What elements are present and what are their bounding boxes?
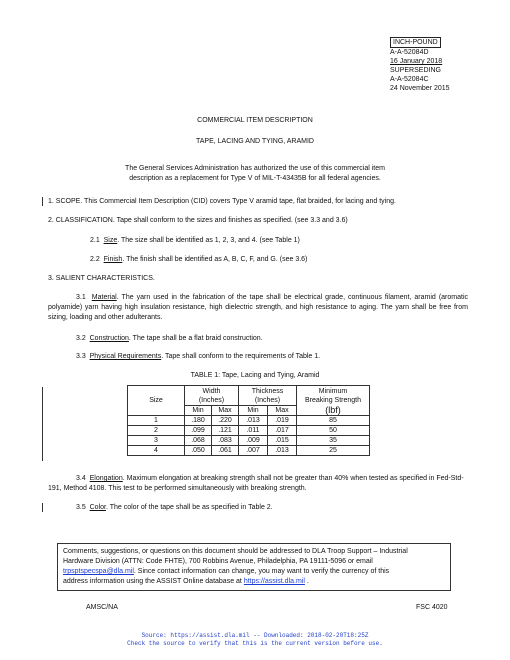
document-type-title: COMMERCIAL ITEM DESCRIPTION xyxy=(197,117,313,124)
section-3-2-construction: 3.2 Construction. The tape shall be a flat braid construction. xyxy=(76,335,263,342)
cell-thickness-max: .015 xyxy=(268,436,297,446)
cell-width-max: .220 xyxy=(212,416,239,426)
cell-size: 4 xyxy=(128,446,185,456)
email-link[interactable]: trpsptspecspa@dla.mil xyxy=(63,568,134,575)
cell-thickness-min: .011 xyxy=(239,426,268,436)
cell-size: 1 xyxy=(128,416,185,426)
document-title: TAPE, LACING AND TYING, ARAMID xyxy=(196,138,314,145)
section-3-1-material: 3.1 Material. The yarn used in the fabrication of the tape shall be electrical grade, continuous filament, aramid (aromatic polyamide) yarn having high insulation resistance, high dielectric strength, and high resistance to aging. The yarn shall be free from sizing, loading and other adulterants. xyxy=(48,294,469,321)
cell-width-min: .099 xyxy=(185,426,212,436)
cell-thickness-max: .019 xyxy=(268,416,297,426)
authorization-statement xyxy=(0,164,510,184)
cell-thickness-min: .013 xyxy=(239,416,268,426)
notice-line-3: trpsptspecspa@dla.mil. Since contact information can change, you may want to verify the currency of this xyxy=(63,568,390,575)
section-3-5-color: 3.5 Color. The color of the tape shall be as specified in Table 2. xyxy=(76,504,273,511)
width-min-label: Min xyxy=(185,406,212,416)
previous-document-date: 24 November 2015 xyxy=(390,85,450,92)
table-1-caption: TABLE 1: Tape, Lacing and Tying, Aramid xyxy=(190,372,320,379)
cell-size: 2 xyxy=(128,426,185,436)
change-bar xyxy=(42,197,43,206)
cell-thickness-min: .009 xyxy=(239,436,268,446)
strength-unit: (lbf) xyxy=(297,406,370,416)
column-header-thickness: Thickness xyxy=(239,386,297,397)
section-2-2-finish: 2.2 Finish. The finish shall be identified as A, B, C, F, and G. (see 3.6) xyxy=(90,256,308,263)
comments-notice-box xyxy=(57,543,451,591)
cell-thickness-min: .007 xyxy=(239,446,268,456)
cell-width-min: .180 xyxy=(185,416,212,426)
notice-line-2: Hardware Division (ATTN: Code FHTE), 700 Robbins Avenue, Philadelphia, PA 19111-5096 or email xyxy=(63,558,373,565)
cell-strength: 35 xyxy=(297,436,370,446)
table-row xyxy=(128,426,370,436)
cell-thickness-max: .017 xyxy=(268,426,297,436)
thickness-min-label: Min xyxy=(239,406,268,416)
section-3-salient-characteristics: 3. SALIENT CHARACTERISTICS. xyxy=(48,275,155,282)
cell-width-max: .061 xyxy=(212,446,239,456)
section-3-4-elongation: 3.4 Elongation. Maximum elongation at breaking strength shall not be greater than 40% when tested as specified in Fed-Std-191, Method 4108. This test to be performed simultaneously with breaking strength. xyxy=(48,475,464,492)
change-bar xyxy=(42,503,43,512)
amsc-label: AMSC/NA xyxy=(86,604,118,611)
notice-line-1: Comments, suggestions, or questions on this document should be addressed to DLA Troop Support – Industrial xyxy=(63,548,408,555)
cell-strength: 25 xyxy=(297,446,370,456)
source-footer-line-1: Source: https://assist.dla.mil -- Downloaded: 2018-02-20T18:25Z xyxy=(141,632,369,639)
authorization-line-2: description as a replacement for Type V of MIL-T-43435B for all federal agencies. xyxy=(129,175,381,182)
cell-width-max: .121 xyxy=(212,426,239,436)
change-bar xyxy=(42,387,43,461)
superseding-label: SUPERSEDING xyxy=(390,67,441,74)
section-3-3-physical-requirements: 3.3 Physical Requirements. Tape shall conform to the requirements of Table 1. xyxy=(76,353,321,360)
section-2-classification: 2. CLASSIFICATION. Tape shall conform to the sizes and finishes as specified. (see 3.3 and 3.6) xyxy=(48,217,348,224)
document-header xyxy=(390,37,460,93)
thickness-unit: (Inches) xyxy=(239,396,297,406)
table-row xyxy=(128,436,370,446)
inch-pound-label: INCH-POUND xyxy=(390,37,441,48)
section-2-1-size: 2.1 Size. The size shall be identified as 1, 2, 3, and 4. (see Table 1) xyxy=(90,237,300,244)
cell-strength: 85 xyxy=(297,416,370,426)
width-unit: (Inches) xyxy=(185,396,239,406)
authorization-line-1: The General Services Administration has authorized the use of this commercial item xyxy=(125,165,385,172)
cell-width-min: .050 xyxy=(185,446,212,456)
column-header-size: Size xyxy=(128,386,185,416)
cell-thickness-max: .013 xyxy=(268,446,297,456)
table-row xyxy=(128,446,370,456)
table-row xyxy=(128,416,370,426)
thickness-max-label: Max xyxy=(268,406,297,416)
width-max-label: Max xyxy=(212,406,239,416)
section-1-scope: 1. SCOPE. This Commercial Item Description (CID) covers Type V aramid tape, flat braided, for lacing and tying. xyxy=(48,198,396,205)
cell-strength: 50 xyxy=(297,426,370,436)
column-header-min-line-1: Minimum xyxy=(297,386,370,397)
previous-document-id: A-A-52084C xyxy=(390,76,429,83)
source-footer-line-2: Check the source to verify that this is the current version before use. xyxy=(127,640,383,647)
cell-width-max: .083 xyxy=(212,436,239,446)
table-1 xyxy=(127,385,370,456)
document-date: 16 January 2018 xyxy=(390,58,443,65)
notice-line-4: address information using the ASSIST Online database at https://assist.dla.mil . xyxy=(63,578,309,585)
cell-size: 3 xyxy=(128,436,185,446)
column-header-width: Width xyxy=(185,386,239,397)
fsc-label: FSC 4020 xyxy=(416,604,448,611)
source-footer xyxy=(0,632,510,648)
document-id: A-A-52084D xyxy=(390,49,429,56)
cell-width-min: .068 xyxy=(185,436,212,446)
assist-link[interactable]: https://assist.dla.mil xyxy=(243,578,305,585)
column-header-min-line-2: Breaking Strength xyxy=(297,396,370,406)
